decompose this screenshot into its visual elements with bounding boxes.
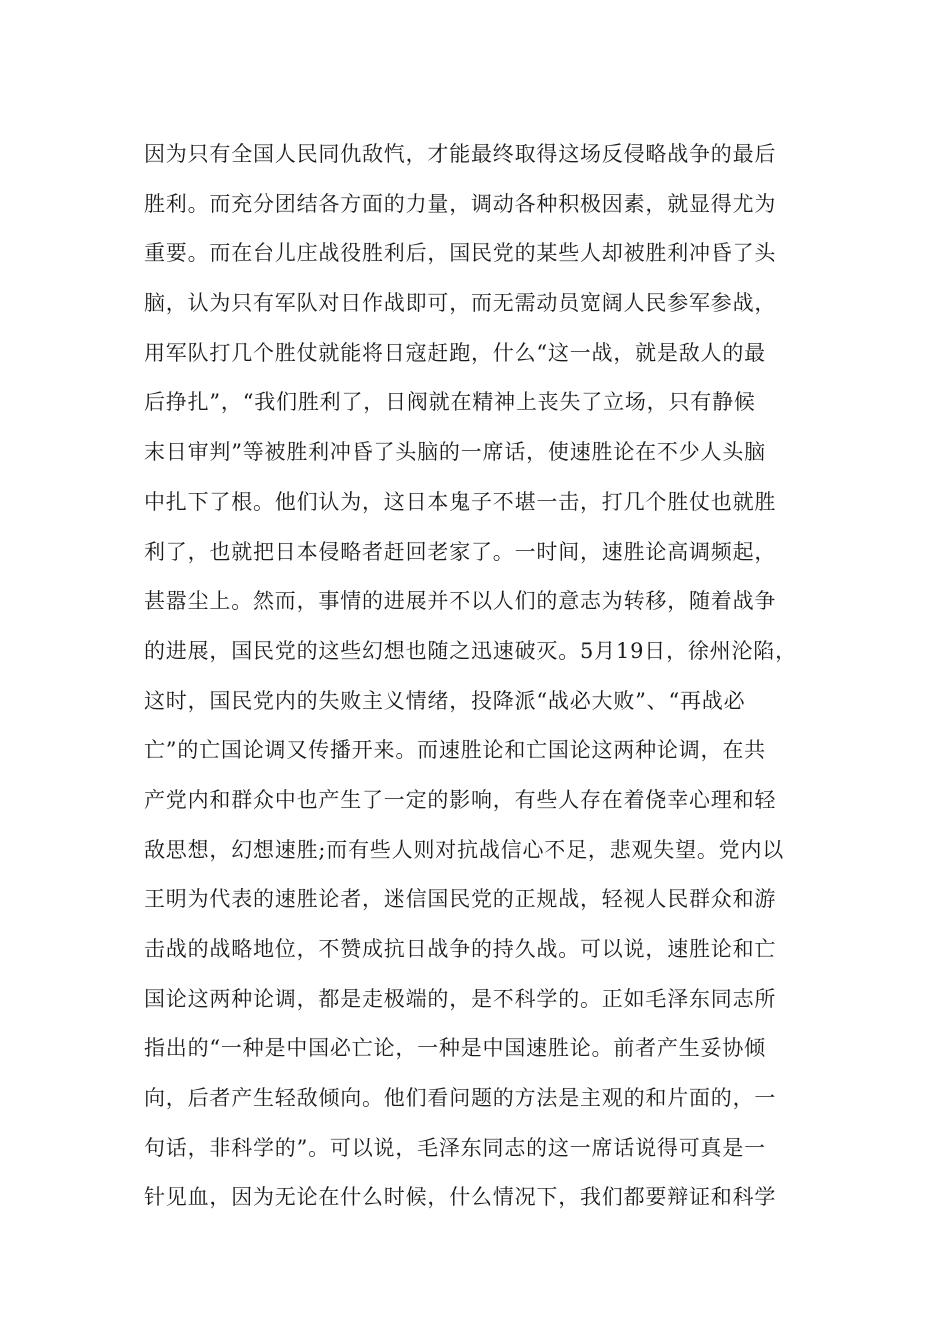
text-line: 利了，也就把日本侵略者赶回老家了。一时间，速胜论高调频起， — [144, 539, 777, 564]
text-line: 针见血，因为无论在什么时候，什么情况下，我们都要辩证和科学 — [144, 1185, 777, 1210]
text-line: 甚嚣尘上。然而，事情的进展并不以人们的意志为转移，随着战争 — [144, 589, 777, 614]
text-line: 指出的“一种是中国必亡论，一种是中国速胜论。前者产生妥协倾 — [144, 1036, 766, 1061]
text-line: 中扎下了根。他们认为，这日本鬼子不堪一击，打几个胜仗也就胜 — [144, 489, 777, 514]
text-line: 后挣扎”，“我们胜利了，日阀就在精神上丧失了立场，只有静候 — [144, 390, 756, 415]
text-line: 国论这两种论调，都是走极端的，是不科学的。正如毛泽东同志所 — [144, 986, 777, 1011]
text-line: 亡”的亡国论调又传播开来。而速胜论和亡国论这两种论调，在共 — [144, 738, 766, 763]
text-line: 王明为代表的速胜论者，迷信国民党的正规战，轻视人民群众和游 — [144, 887, 777, 912]
text-line: 句话，非科学的”。可以说，毛泽东同志的这一席话说得可真是一 — [144, 1135, 766, 1160]
text-line: 向，后者产生轻敌倾向。他们看问题的方法是主观的和片面的，一 — [144, 1086, 777, 1111]
text-line: 敌思想，幻想速胜;而有些人则对抗战信心不足，悲观失望。党内以 — [144, 837, 785, 862]
text-line: 末日审判”等被胜利冲昏了头脑的一席话，使速胜论在不少人头脑 — [144, 440, 766, 465]
text-line: 用军队打几个胜仗就能将日寇赶跑，什么“这一战，就是敌人的最 — [144, 340, 766, 365]
text-line: 因为只有全国人民同仇敌忾，才能最终取得这场反侵略战争的最后 — [144, 142, 777, 166]
text-line: 击战的战略地位，不赞成抗日战争的持久战。可以说，速胜论和亡 — [144, 937, 777, 961]
text-line: 脑，认为只有军队对日作战即可，而无需动员宽阔人民参军参战， — [144, 291, 777, 316]
text-line: 的进展，国民党的这些幻想也随之迅速破灭。5月19日，徐州沦陷， — [144, 638, 797, 663]
text-line: 胜利。而充分团结各方面的力量，调动各种积极因素，就显得尤为 — [144, 191, 777, 216]
text-line: 产党内和群众中也产生了一定的影响，有些人存在着侥幸心理和轻 — [144, 787, 777, 812]
text-line: 这时，国民党内的失败主义情绪，投降派“战必大败”、“再战必 — [144, 688, 746, 713]
text-line: 重要。而在台儿庄战役胜利后，国民党的某些人却被胜利冲昏了头 — [144, 241, 777, 266]
body-paragraph — [144, 130, 844, 1223]
